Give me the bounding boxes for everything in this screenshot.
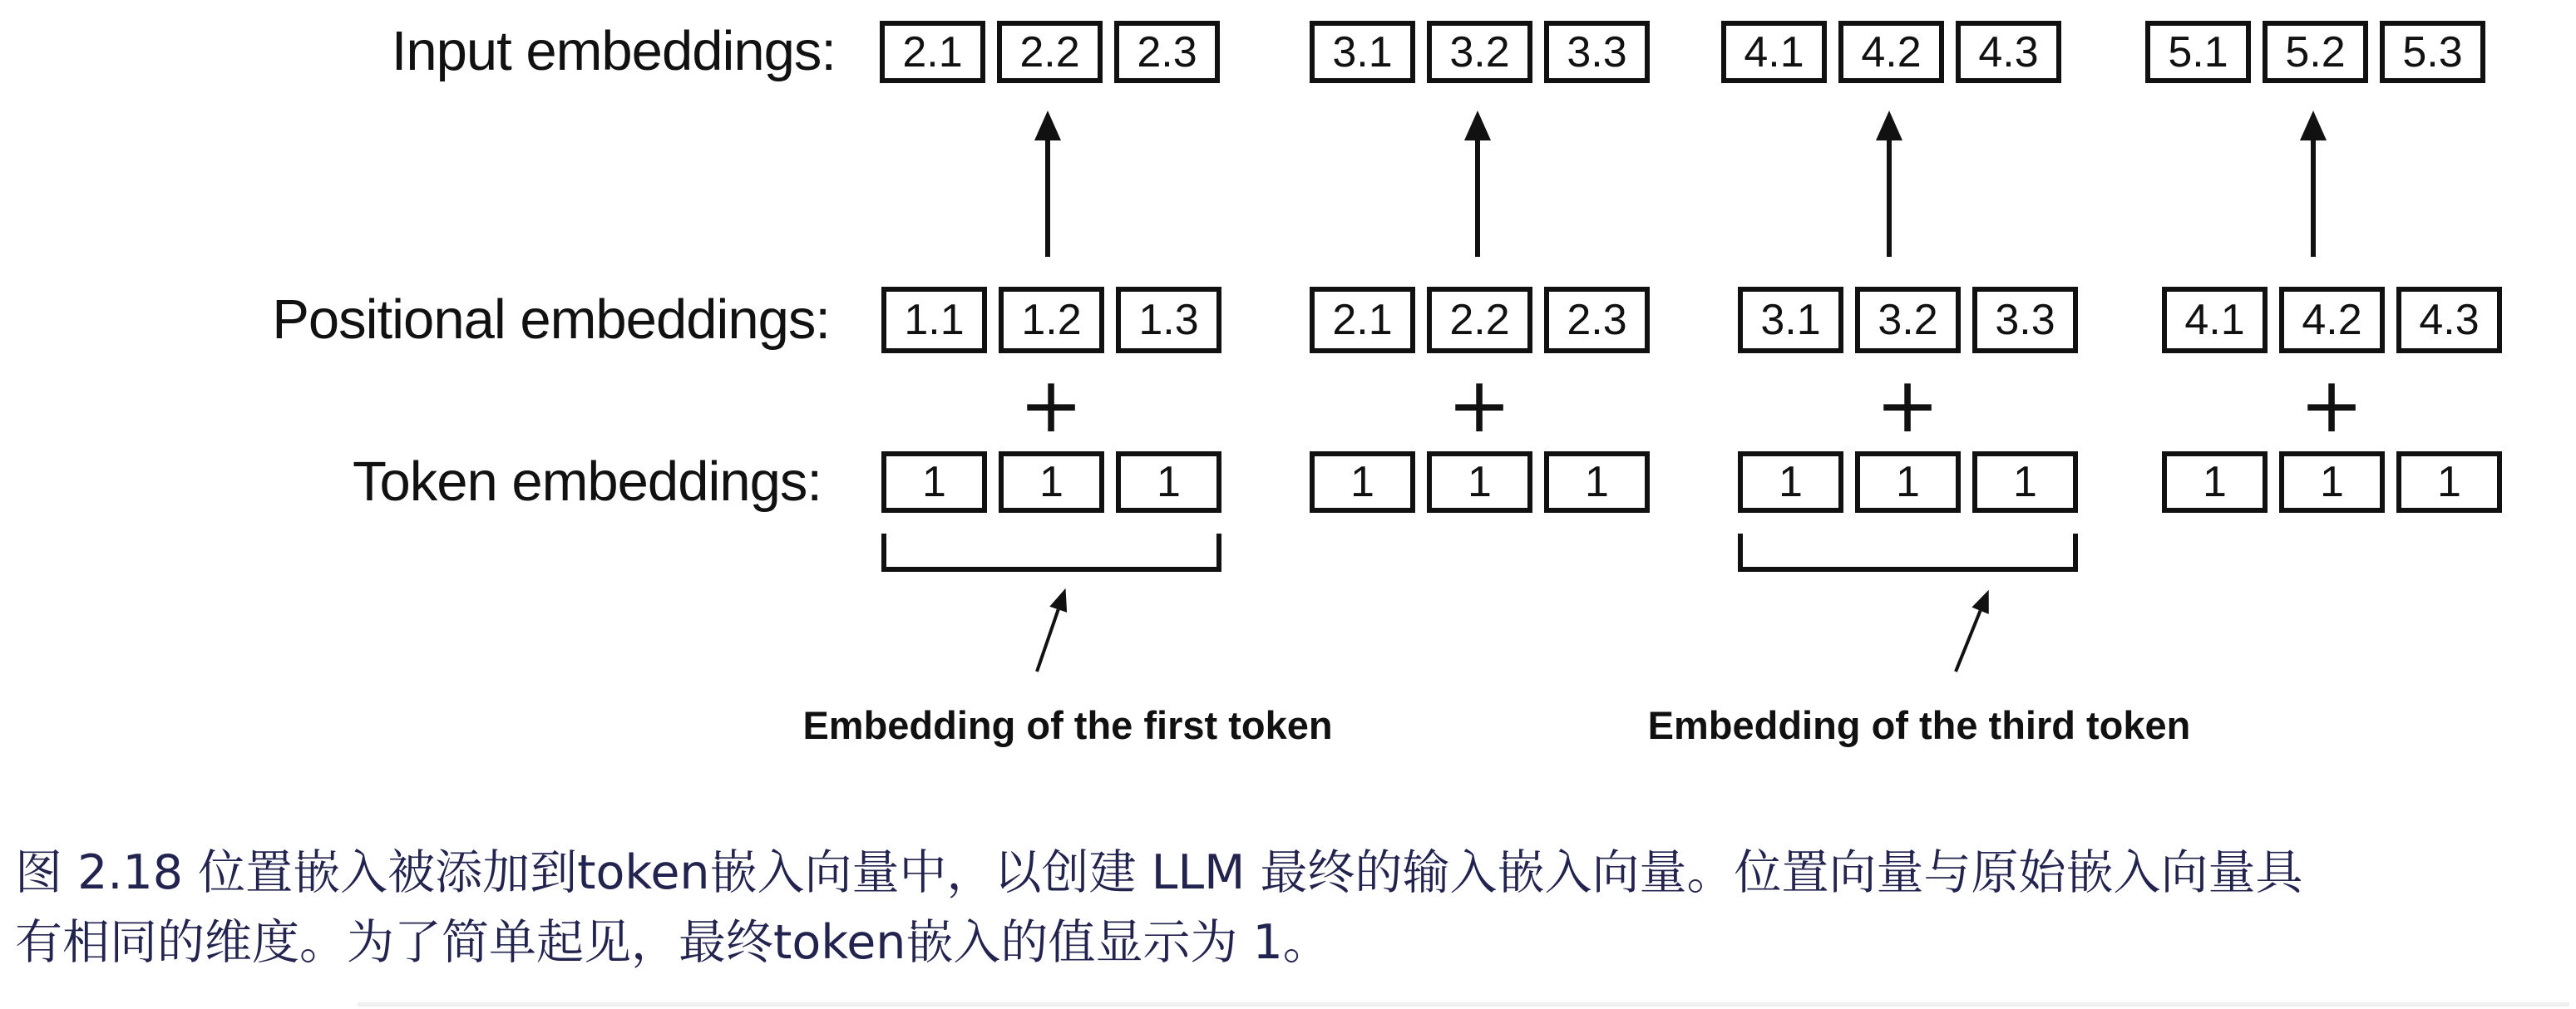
input-embedding-vector-1 (880, 21, 1220, 83)
embedding-cell: 1 (1855, 451, 1961, 513)
annotation-third-token-label: Embedding of the third token (1647, 703, 2191, 747)
embedding-cell: 1 (2162, 451, 2268, 513)
positional-embedding-vector-2 (1310, 287, 1650, 353)
embedding-cell: 5.1 (2145, 21, 2251, 83)
token-embeddings-row-label: Token embeddings: (352, 450, 822, 513)
positional-embedding-vector-4 (2162, 287, 2502, 353)
caption-line-1: 图 2.18 位置嵌入被添加到token嵌入向量中，以创建 LLM 最终的输入嵌入向量。位置向量与原始嵌入向量具 (15, 845, 2303, 900)
positional-embedding-vector-3 (1738, 287, 2078, 353)
embedding-cell: 4.2 (2279, 287, 2385, 353)
embedding-cell: 1 (2279, 451, 2385, 513)
embedding-cell: 1 (2396, 451, 2502, 513)
embedding-cell: 3.2 (1855, 287, 1961, 353)
embedding-cell: 1 (1738, 451, 1843, 513)
underbrace-bracket-third-token (1738, 534, 2078, 572)
input-embedding-vector-2 (1310, 21, 1650, 83)
embedding-cell: 5.3 (2380, 21, 2485, 83)
input-embedding-vector-4 (2145, 21, 2485, 83)
positional-embeddings-row-label: Positional embeddings: (272, 288, 830, 351)
up-arrow-icon (1032, 111, 1063, 257)
embedding-cell: 2.1 (1310, 287, 1415, 353)
up-arrow-icon (2297, 111, 2328, 257)
up-arrow-icon (1462, 111, 1493, 257)
token-embedding-vector-2 (1310, 451, 1650, 513)
positional-embedding-vector-1 (881, 287, 1221, 353)
embedding-cell: 2.1 (880, 21, 985, 83)
embedding-cell: 1.1 (881, 287, 987, 353)
embedding-cell: 1 (1972, 451, 2078, 513)
embedding-cell: 4.1 (2162, 287, 2268, 353)
embedding-cell: 2.2 (1427, 287, 1532, 353)
embedding-cell: 3.3 (1972, 287, 2078, 353)
embedding-cell: 2.3 (1114, 21, 1220, 83)
underbrace-bracket-first-token (881, 534, 1221, 572)
plus-operator: + (2299, 361, 2364, 450)
annotation-first-token-label: Embedding of the first token (802, 703, 1333, 747)
cropped-next-line-hint (358, 1002, 2569, 1007)
token-embedding-vector-3 (1738, 451, 2078, 513)
up-arrow-icon (1873, 111, 1904, 257)
embedding-cell: 1 (1427, 451, 1532, 513)
token-embedding-vector-4 (2162, 451, 2502, 513)
embedding-cell: 1.2 (999, 287, 1104, 353)
embedding-cell: 3.3 (1544, 21, 1650, 83)
embedding-cell: 1 (1310, 451, 1415, 513)
caption-line-2: 有相同的维度。为了简单起见，最终token嵌入的值显示为 1。 (15, 915, 1330, 970)
plus-operator: + (1019, 361, 1083, 450)
embedding-cell: 5.2 (2263, 21, 2368, 83)
figure-caption (15, 838, 2569, 977)
plus-operator: + (1875, 361, 1940, 450)
embedding-cell: 4.3 (1956, 21, 2061, 83)
embedding-cell: 1 (1116, 451, 1221, 513)
embedding-cell: 2.2 (997, 21, 1103, 83)
embedding-cell: 3.2 (1427, 21, 1532, 83)
input-embeddings-row-label: Input embeddings: (391, 20, 836, 82)
embedding-cell: 3.1 (1310, 21, 1415, 83)
token-embedding-vector-1 (881, 451, 1221, 513)
annotation-arrow-icon (1940, 583, 2004, 677)
embedding-cell: 1.3 (1116, 287, 1221, 353)
annotation-arrow-icon (1021, 583, 1081, 677)
embedding-cell: 1 (881, 451, 987, 513)
embedding-cell: 1 (1544, 451, 1650, 513)
embedding-cell: 1 (999, 451, 1104, 513)
embedding-cell: 4.3 (2396, 287, 2502, 353)
embedding-cell: 4.2 (1838, 21, 1944, 83)
plus-operator: + (1447, 361, 1512, 450)
embedding-cell: 2.3 (1544, 287, 1650, 353)
input-embedding-vector-3 (1721, 21, 2061, 83)
embedding-cell: 3.1 (1738, 287, 1843, 353)
embedding-cell: 4.1 (1721, 21, 1827, 83)
